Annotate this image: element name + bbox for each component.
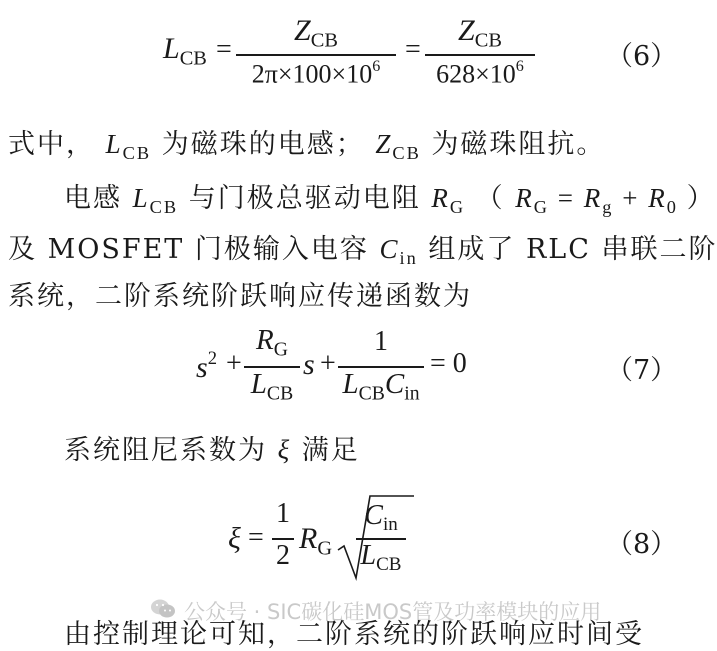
paragraph-definition (8, 122, 605, 164)
text-segment: 由控制理论可知，二阶系统的阶跃响应时间受 (64, 619, 644, 650)
eq7-s: s (303, 348, 315, 381)
symbol-L-CB: $L_{CB}$ (132, 183, 179, 217)
eq7-s-squared: $s^2$ (196, 348, 217, 385)
text-segment: 为磁珠的电感； (161, 129, 365, 160)
symbol-xi: ξ (277, 435, 292, 465)
text-segment: 电感 (64, 183, 122, 214)
text-segment: ） (686, 183, 716, 214)
eq7-numerator-2: 1 (374, 326, 388, 357)
eq6-numerator-2: $Z_{CB}$ (458, 14, 502, 52)
eq7-equals-zero: = 0 (430, 348, 467, 379)
inline-equation-R-G: $R_G = R_g + R_0$ (515, 183, 678, 217)
eq6-fraction-2 (425, 10, 535, 90)
paragraph-damping (64, 428, 360, 467)
eq8-R-G: $R_G$ (299, 522, 333, 560)
eq7-plus-2: + (320, 348, 336, 379)
eq6-denominator-2: $628\times 10^6$ (436, 58, 524, 89)
text-segment: 及 MOSFET 门极输入电容 (8, 234, 369, 265)
eq6-number: （6） (606, 41, 678, 72)
watermark-text: 公众号 · SIC碳化硅MOS管及功率模块的应用 (184, 600, 602, 624)
text-segment: 与门极总驱动电阻 (188, 183, 421, 214)
eq6-equals-2: = (405, 34, 421, 65)
eq6-fraction-bar-2 (425, 54, 535, 56)
paragraph-rlc-line-1 (64, 176, 716, 218)
symbol-Z-CB: $Z_{CB}$ (375, 129, 421, 163)
eq8-radicand-numerator: $C_{in}$ (364, 500, 398, 536)
eq8-xi: ξ (228, 522, 241, 555)
eq8-equals: = (248, 522, 264, 553)
eq7-fraction-1 (244, 324, 300, 410)
text-segment: 满足 (301, 435, 360, 466)
text-segment: 组成了 RLC 串联二阶 (428, 234, 717, 265)
eq6-lhs: $L_{CB}$ (163, 32, 207, 70)
eq6-fraction-1 (236, 10, 396, 90)
eq8-fraction-half (272, 498, 294, 578)
paragraph-rlc-line-2 (8, 227, 717, 269)
eq8-denominator: 2 (276, 540, 290, 571)
text-segment: 为磁珠阻抗。 (431, 129, 606, 160)
text-segment: （ (475, 183, 505, 214)
eq8-radicand-fraction (356, 500, 406, 580)
eq7-plus-1: + (226, 348, 242, 379)
eq6-fraction-bar-1 (236, 54, 396, 56)
eq6-equals-1: = (216, 34, 232, 65)
text-segment: 系统阻尼系数为 (64, 435, 267, 466)
eq6-denominator-1: $2\pi\times 100\times 10^6$ (251, 58, 381, 89)
symbol-C-in: $C_{in}$ (379, 234, 418, 268)
text-segment: 系统，二阶系统阶跃响应传递函数为 (8, 281, 472, 312)
eq7-denominator-1: $L_{CB}$ (250, 368, 294, 405)
paragraph-control-theory (64, 612, 644, 651)
eq8-radicand-denominator: $L_{CB}$ (360, 540, 402, 576)
eq8-number: （8） (606, 529, 678, 560)
equation-6 (0, 0, 717, 110)
eq7-number: （7） (606, 355, 678, 386)
paragraph-rlc-line-3 (8, 274, 472, 313)
equation-7 (0, 318, 717, 413)
symbol-R-G: $R_G$ (431, 183, 466, 217)
symbol-L-CB: $L_{CB}$ (105, 129, 152, 163)
eq8-numerator: 1 (276, 498, 290, 529)
eq6-numerator-1: $Z_{CB}$ (294, 14, 338, 52)
eq7-numerator-1: $R_G$ (256, 324, 288, 361)
text-segment: 式中， (8, 129, 95, 160)
eq7-fraction-2 (338, 324, 424, 410)
eq7-denominator-2: $L_{CB}C_{in}$ (342, 368, 420, 405)
equation-8 (0, 488, 717, 588)
